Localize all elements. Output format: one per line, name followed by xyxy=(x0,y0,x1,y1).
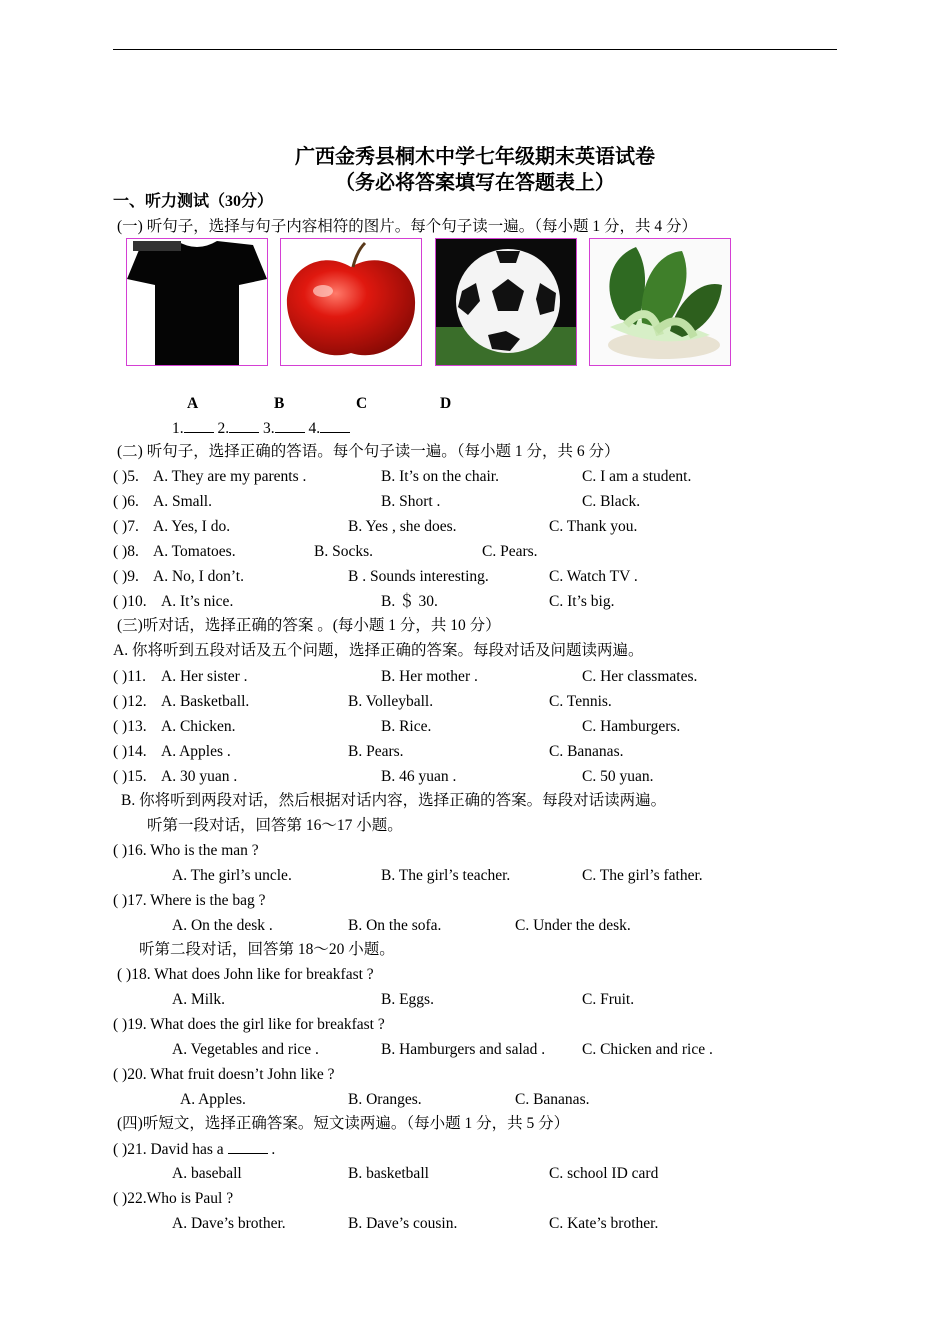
q20-option-c: C. Bananas. xyxy=(515,1091,590,1108)
q5-option-c: C. I am a student. xyxy=(582,468,692,485)
part2-instruction: (二) 听句子，选择正确的答语。每个句子读一遍。（每小题 1 分，共 6 分） xyxy=(117,443,620,460)
q13-option-b: B. Rice. xyxy=(381,718,432,735)
picture-label-a: A xyxy=(187,395,199,412)
q18-stem: ( )18. What does John like for breakfast ? xyxy=(117,966,374,983)
q8-option-c: C. Pears. xyxy=(482,543,538,560)
blank-2[interactable] xyxy=(229,418,259,433)
blank-2-label: 2. xyxy=(217,420,230,437)
q8-option-b: B. Socks. xyxy=(314,543,373,560)
exam-title: 广西金秀县桐木中学七年级期末英语试卷 xyxy=(295,146,655,168)
blank-4-label: 4. xyxy=(308,420,321,437)
q21-option-b: B. basketball xyxy=(348,1165,429,1182)
q21-blank[interactable] xyxy=(228,1139,268,1154)
q20-stem: ( )20. What fruit doesn’t John like ? xyxy=(113,1066,335,1083)
q17-stem: ( )17. Where is the bag ? xyxy=(113,892,266,909)
picture-label-d: D xyxy=(440,395,452,412)
q15-option-c: C. 50 yuan. xyxy=(582,768,654,785)
q14-option-b: B. Pears. xyxy=(348,743,404,760)
t-shirt-icon xyxy=(126,238,268,366)
blank-4[interactable] xyxy=(320,418,350,433)
blank-3-label: 3. xyxy=(263,420,275,437)
q6-number: ( )6. xyxy=(113,493,139,510)
q9-number: ( )9. xyxy=(113,568,139,585)
picture-label-b: B xyxy=(274,395,285,412)
q20-option-b: B. Oranges. xyxy=(348,1091,422,1108)
q16-option-a: A. The girl’s uncle. xyxy=(172,867,292,884)
q9-option-c: C. Watch TV . xyxy=(549,568,638,585)
q12-option-b: B. Volleyball. xyxy=(348,693,434,710)
q22-option-c: C. Kate’s brother. xyxy=(549,1215,659,1232)
q16-option-c: C. The girl’s father. xyxy=(582,867,703,884)
header-rule xyxy=(113,49,837,50)
q5-option-a: A. They are my parents . xyxy=(153,468,307,485)
q9-option-b: B . Sounds interesting. xyxy=(348,568,489,585)
q17-option-a: A. On the desk . xyxy=(172,917,273,934)
q6-option-c: C. Black. xyxy=(582,493,641,510)
q17-option-c: C. Under the desk. xyxy=(515,917,631,934)
q14-number: ( )14. xyxy=(113,743,147,760)
dialog1-note: 听第一段对话，回答第 16～17 小题。 xyxy=(147,817,403,834)
q11-number: ( )11. xyxy=(113,668,146,685)
dialog2-note: 听第二段对话，回答第 18～20 小题。 xyxy=(139,941,395,958)
q22-option-b: B. Dave’s cousin. xyxy=(348,1215,458,1232)
vegetable-icon xyxy=(589,238,731,366)
q11-option-a: A. Her sister . xyxy=(161,668,248,685)
q14-option-a: A. Apples . xyxy=(161,743,231,760)
q21-stem-end: . xyxy=(271,1141,276,1158)
exam-subtitle: （务必将答案填写在答题表上） xyxy=(335,172,615,194)
q11-option-c: C. Her classmates. xyxy=(582,668,698,685)
q21-stem-text: ( )21. David has a xyxy=(113,1141,224,1158)
q18-option-c: C. Fruit. xyxy=(582,991,635,1008)
q21-option-c: C. school ID card xyxy=(549,1165,659,1182)
q13-option-a: A. Chicken. xyxy=(161,718,236,735)
q15-option-b: B. 46 yuan . xyxy=(381,768,457,785)
blank-1[interactable] xyxy=(184,418,214,433)
part1-instruction: (一) 听句子，选择与句子内容相符的图片。每个句子读一遍。（每小题 1 分，共 4 分） xyxy=(117,218,697,235)
q13-option-c: C. Hamburgers. xyxy=(582,718,681,735)
q7-option-b: B. Yes , she does. xyxy=(348,518,457,535)
q15-option-a: A. 30 yuan . xyxy=(161,768,238,785)
q19-option-c: C. Chicken and rice . xyxy=(582,1041,713,1058)
q9-option-a: A. No, I don’t. xyxy=(153,568,244,585)
q12-option-a: A. Basketball. xyxy=(161,693,250,710)
q10-option-a: A. It’s nice. xyxy=(161,593,234,610)
q19-stem: ( )19. What does the girl like for breakfast ? xyxy=(113,1016,385,1033)
q6-option-b: B. Short . xyxy=(381,493,441,510)
answer-blanks xyxy=(172,418,350,439)
q22-stem: ( )22.Who is Paul ? xyxy=(113,1190,234,1207)
q18-option-b: B. Eggs. xyxy=(381,991,434,1008)
q8-number: ( )8. xyxy=(113,543,139,560)
q10-option-c: C. It’s big. xyxy=(549,593,615,610)
q10-option-b: B. ＄ 30. xyxy=(381,593,438,610)
q21-stem xyxy=(113,1139,275,1160)
section-heading: 一、听力测试（30分） xyxy=(113,193,274,210)
part3-sub-a: A. 你将听到五段对话及五个问题，选择正确的答案。每段对话及问题读两遍。 xyxy=(113,642,644,659)
q18-option-a: A. Milk. xyxy=(172,991,225,1008)
q7-option-c: C. Thank you. xyxy=(549,518,638,535)
q5-number: ( )5. xyxy=(113,468,139,485)
q13-number: ( )13. xyxy=(113,718,147,735)
q7-number: ( )7. xyxy=(113,518,139,535)
q11-option-b: B. Her mother . xyxy=(381,668,478,685)
q12-option-c: C. Tennis. xyxy=(549,693,612,710)
q14-option-c: C. Bananas. xyxy=(549,743,624,760)
q21-option-a: A. baseball xyxy=(172,1165,242,1182)
q19-option-a: A. Vegetables and rice . xyxy=(172,1041,319,1058)
soccer-ball-icon xyxy=(435,238,577,366)
q6-option-a: A. Small. xyxy=(153,493,212,510)
picture-label-c: C xyxy=(356,395,368,412)
part3-instruction: (三)听对话，选择正确的答案 。(每小题 1 分，共 10 分） xyxy=(117,617,501,634)
q22-option-a: A. Dave’s brother. xyxy=(172,1215,286,1232)
q16-option-b: B. The girl’s teacher. xyxy=(381,867,511,884)
blank-3[interactable] xyxy=(275,418,305,433)
q19-option-b: B. Hamburgers and salad . xyxy=(381,1041,546,1058)
q17-option-b: B. On the sofa. xyxy=(348,917,442,934)
q16-stem: ( )16. Who is the man ? xyxy=(113,842,259,859)
blank-1-label: 1. xyxy=(172,420,184,437)
q10-number: ( )10. xyxy=(113,593,147,610)
apple-icon xyxy=(280,238,422,366)
q8-option-a: A. Tomatoes. xyxy=(153,543,236,560)
q5-option-b: B. It’s on the chair. xyxy=(381,468,499,485)
q15-number: ( )15. xyxy=(113,768,147,785)
q20-option-a: A. Apples. xyxy=(180,1091,246,1108)
q12-number: ( )12. xyxy=(113,693,147,710)
part3-sub-b: B. 你将听到两段对话，然后根据对话内容，选择正确的答案。每段对话读两遍。 xyxy=(121,792,667,809)
part4-instruction: (四)听短文，选择正确答案。短文读两遍。（每小题 1 分，共 5 分） xyxy=(117,1115,570,1132)
q7-option-a: A. Yes, I do. xyxy=(153,518,231,535)
